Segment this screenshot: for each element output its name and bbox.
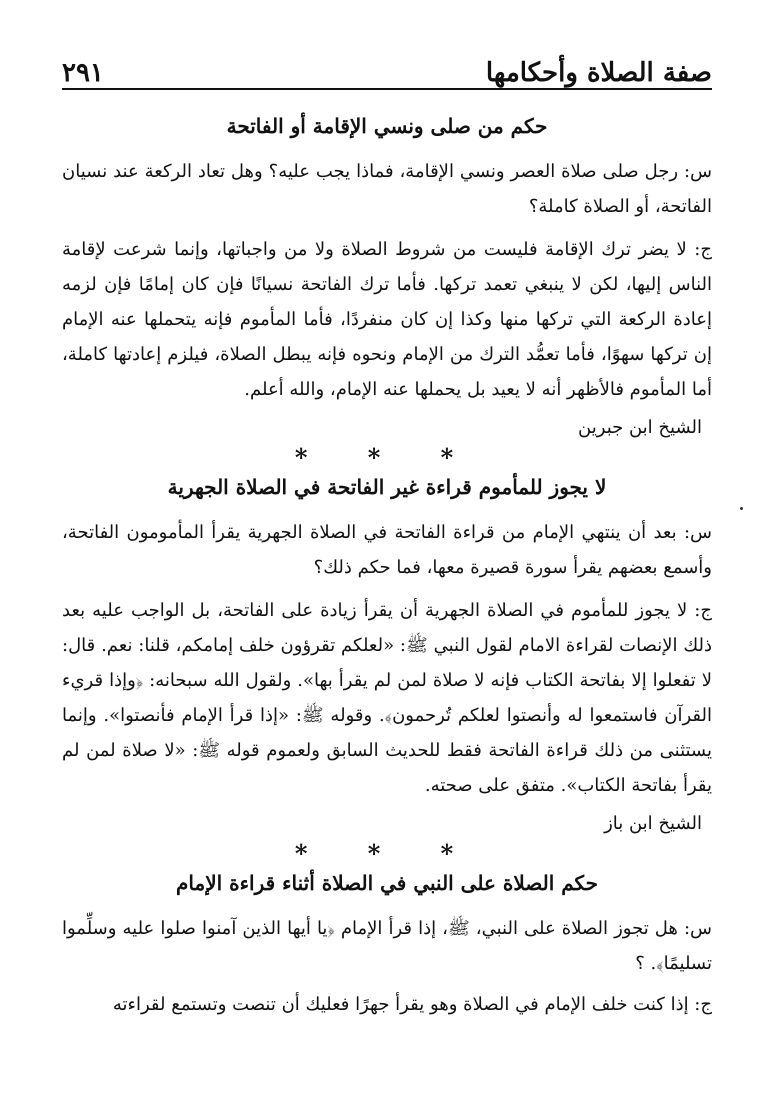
answer-text: ج: إذا كنت خلف الإمام في الصلاة وهو يقرأ جهرًا فعليك أن تنصت وتستمع لقراءته [112, 994, 712, 1015]
section-separator: * * * [294, 839, 480, 868]
running-header [62, 52, 712, 90]
chapter-title: صفة الصلاة وأحكامها [485, 58, 712, 88]
question-text: س: بعد أن ينتهي الإمام من قراءة الفاتحة في الصلاة الجهرية يقرأ المأمومون الفاتحة، وأسمع بعضهم يقرأ سورة قصيرة معها، فما حكم ذلك؟ [62, 522, 712, 578]
author-signature: الشيخ ابن جبرين [578, 417, 702, 438]
question-text: س: رجل صلى صلاة العصر ونسي الإقامة، فماذا يجب عليه؟ وهل تعاد الركعة عند نسيان الفاتحة، أو الصلاة كاملة؟ [62, 161, 712, 217]
book-page [62, 52, 712, 1042]
question-text: س: هل تجوز الصلاة على النبي، ﷺ، إذا قرأ الإمام ﴿يا أيها الذين آمنوا صلوا عليه وسلِّموا تسليمًا﴾. ؟ [62, 918, 712, 974]
page-number: ٢٩١ [62, 58, 104, 88]
answer-text: ج: لا يضر ترك الإقامة فليست من شروط الصلاة ولا من واجباتها، وإنما شرعت لإقامة الناس إليها، لكن لا ينبغي تعمد تركها. فأما ترك الفاتحة نسيانًا فإن كان إمامًا فإن لزمه إعادة الركعة التي تركها منها وكذا إن كان منفردًا، فأما المأموم فإنه يتحملها عنه الإمام إن تركها سهوًا، فأما تعمُّد الترك من الإمام ونحوه فإنه يبطل الصلاة، فيلزم إعادتها كاملة، أما المأموم فالأظهر أنه لا يعيد بل يحملها عنه الإمام، والله أعلم. [62, 239, 712, 400]
scan-speck [740, 507, 743, 510]
section-heading: لا يجوز للمأموم قراءة غير الفاتحة في الصلاة الجهرية [167, 475, 607, 499]
answer-text: ج: لا يجوز للمأموم في الصلاة الجهرية أن يقرأ زيادة على الفاتحة، بل الواجب عليه بعد ذلك الإنصات لقراءة الامام لقول النبي ﷺ: «لعلكم تقرؤون خلف إمامكم، قلنا: نعم. قال: لا تفعلوا إلا بفاتحة الكتاب فإنه لا صلاة لمن لم يقرأ بها». ولقول الله سبحانه: ﴿وإذا قريء القرآن فاستمعوا له وأنصتوا لعلكم تُرحمون﴾. وقوله ﷺ: «إذا قرأ الإمام فأنصتوا». وإنما يستثنى من ذلك قراءة الفاتحة فقط للحديث السابق ولعموم قوله ﷺ: «لا صلاة لمن لم يقرأ بفاتحة الكتاب». متفق على صحته. [62, 600, 712, 796]
author-signature: الشيخ ابن باز [604, 813, 702, 834]
section-heading: حكم من صلى ونسي الإقامة أو الفاتحة [226, 114, 548, 138]
section-separator: * * * [294, 443, 480, 472]
section-heading: حكم الصلاة على النبي في الصلاة أثناء قراءة الإمام [176, 871, 598, 895]
